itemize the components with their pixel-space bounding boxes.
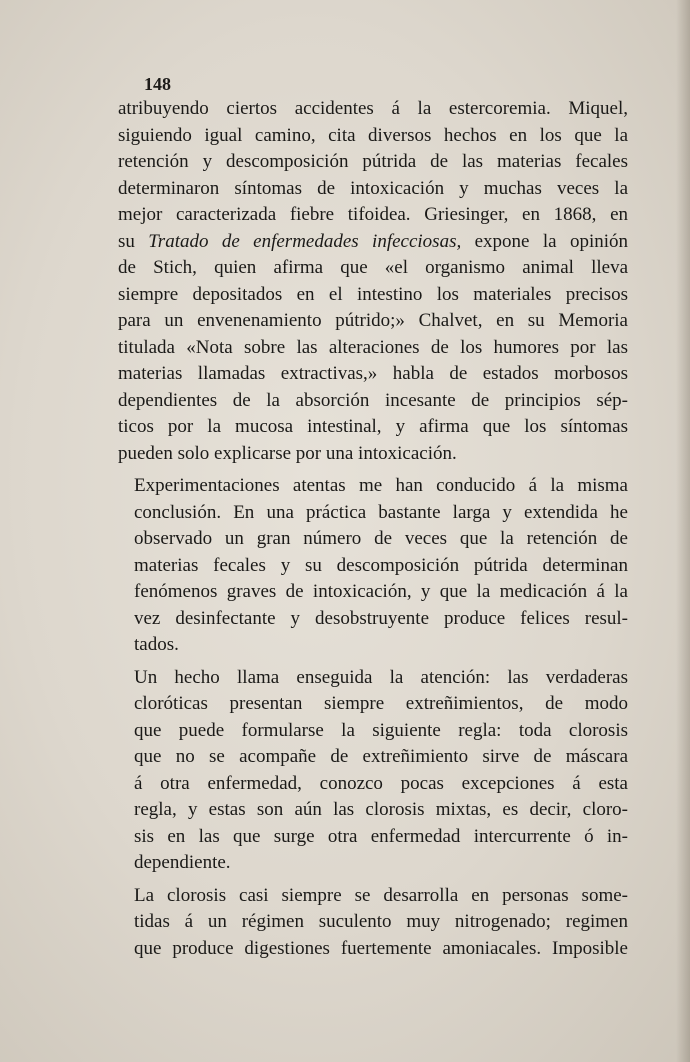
text-line: pueden solo explicarse por una intoxicación.: [118, 442, 457, 464]
text-line: regla, y estas son aún las clorosis mixtas, es decir, cloro-: [134, 799, 628, 820]
text-line: mejor caracterizada fiebre tifoidea. Griesinger, en 1868, en: [118, 204, 628, 225]
book-title-italic: Tratado de enfermedades infecciosas,: [148, 230, 462, 252]
text-line: vez desinfectante y desobstruyente produce felices resul-: [134, 607, 628, 629]
text-line: ticos por la mucosa intestinal, y afirma que los síntomas: [118, 416, 628, 437]
text-line: de Stich, quien afirma que «el organismo animal lleva: [118, 257, 628, 278]
text-line: titulada «Nota sobre las alteraciones de los humores por las: [118, 336, 628, 358]
text-line: tados.: [134, 634, 179, 655]
text-line: materias fecales y su descomposición pútrida determinan: [134, 554, 628, 576]
body-text: [118, 96, 628, 968]
page-number: 148: [144, 74, 171, 94]
text-line: Un hecho llama enseguida la atención: las verdaderas: [134, 666, 628, 688]
text-line: que no se acompañe de extreñimiento sirve de máscara: [134, 746, 628, 767]
text-line: La clorosis casi siempre se desarrolla en personas some-: [134, 884, 628, 906]
text-line: Experimentaciones atentas me han conducido á la misma: [134, 475, 628, 496]
page-gutter-shadow: [676, 0, 690, 1062]
paragraph-3: [118, 665, 628, 877]
text-line: sis en las que surge otra enfermedad intercurrente ó in-: [134, 825, 628, 847]
text-line: fenómenos graves de intoxicación, y que la medicación á la: [134, 581, 628, 602]
text-line: siempre depositados en el intestino los materiales precisos: [118, 283, 628, 305]
text-line: conclusión. En una práctica bastante larga y extendida he: [134, 501, 628, 523]
text-line: determinaron síntomas de intoxicación y muchas veces la: [118, 177, 628, 199]
text-line: dependiente.: [134, 852, 231, 873]
text-line: que puede formularse la siguiente regla: toda clorosis: [134, 719, 628, 741]
paragraph-2: [118, 473, 628, 659]
text-line: para un envenenamiento pútrido;» Chalvet, en su Memoria: [118, 310, 628, 331]
paragraph-4: [118, 883, 628, 963]
text-fragment: expone la opinión: [474, 230, 628, 252]
text-line: siguiendo igual camino, cita diversos hechos en los que la: [118, 124, 628, 146]
text-line: [118, 229, 628, 256]
text-line: tidas á un régimen suculento muy nitrogenado; regimen: [134, 911, 628, 932]
text-line: materias llamadas extractivas,» habla de estados morbosos: [118, 363, 628, 384]
text-fragment: su: [118, 230, 135, 252]
text-line: observado un gran número de veces que la retención de: [134, 528, 628, 549]
text-line: que produce digestiones fuertemente amoniacales. Imposible: [134, 937, 628, 959]
text-line: cloróticas presentan siempre extreñimientos, de modo: [134, 693, 628, 714]
text-line: retención y descomposición pútrida de las materias fecales: [118, 151, 628, 172]
text-line: dependientes de la absorción incesante de principios sép-: [118, 389, 628, 411]
text-line: á otra enfermedad, conozco pocas excepciones á esta: [134, 772, 628, 794]
paragraph-1: [118, 96, 628, 467]
text-line: atribuyendo ciertos accidentes á la estercoremia. Miquel,: [118, 98, 628, 119]
